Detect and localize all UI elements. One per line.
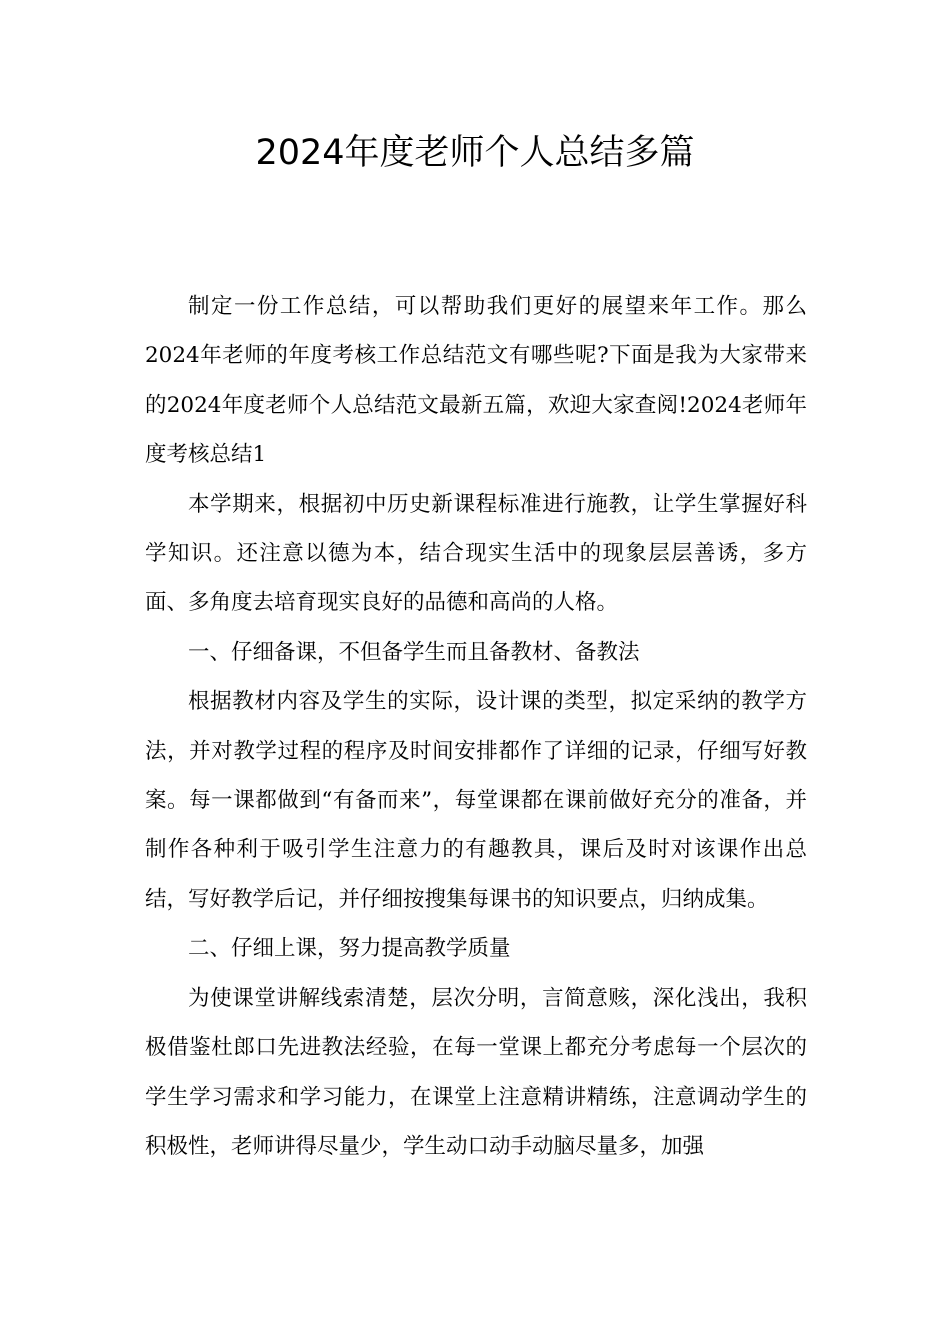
paragraph-semester: 本学期来，根据初中历史新课程标准进行施教，让学生掌握好科学知识。还注意以德为本，结合现实生活中的现象层层善诱，多方面、多角度去培育现实良好的品德和高尚的人格。 (145, 491, 807, 616)
paragraph-teaching: 为使课堂讲解线索清楚，层次分明，言简意赅，深化浅出，我积极借鉴杜郎口先进教法经验，在每一堂课上都充分考虑每一个层次的学生学习需求和学习能力，在课堂上注意精讲精练，注意调动学生的积极性，老师讲得尽量少，学生动口动手动脑尽量多，加强 (145, 985, 807, 1159)
section-heading-teaching: 二、仔细上课，努力提高教学质量 (188, 936, 511, 962)
document-title: 2024年度老师个人总结多篇 (255, 133, 695, 173)
paragraph-lesson-prep: 根据教材内容及学生的实际，设计课的类型，拟定采纳的教学方法，并对教学过程的程序及时间安排都作了详细的记录，仔细写好教案。每一课都做到“有备而来”，每堂课都在课前做好充分的准备，并制作各种利于吸引学生注意力的有趣教具，课后及时对该课作出总结，写好教学后记，并仔细按搜集每课书的知识要点，归纳成集。 (145, 689, 807, 912)
document-body (145, 282, 807, 1171)
section-heading-lesson-prep: 一、仔细备课，不但备学生而且备教材、备教法 (188, 639, 640, 665)
paragraph-intro: 制定一份工作总结，可以帮助我们更好的展望来年工作。那么2024年老师的年度考核工作总结范文有哪些呢?下面是我为大家带来的2024年度老师个人总结范文最新五篇，欢迎大家查阅!2024老师年度考核总结1 (145, 294, 807, 468)
